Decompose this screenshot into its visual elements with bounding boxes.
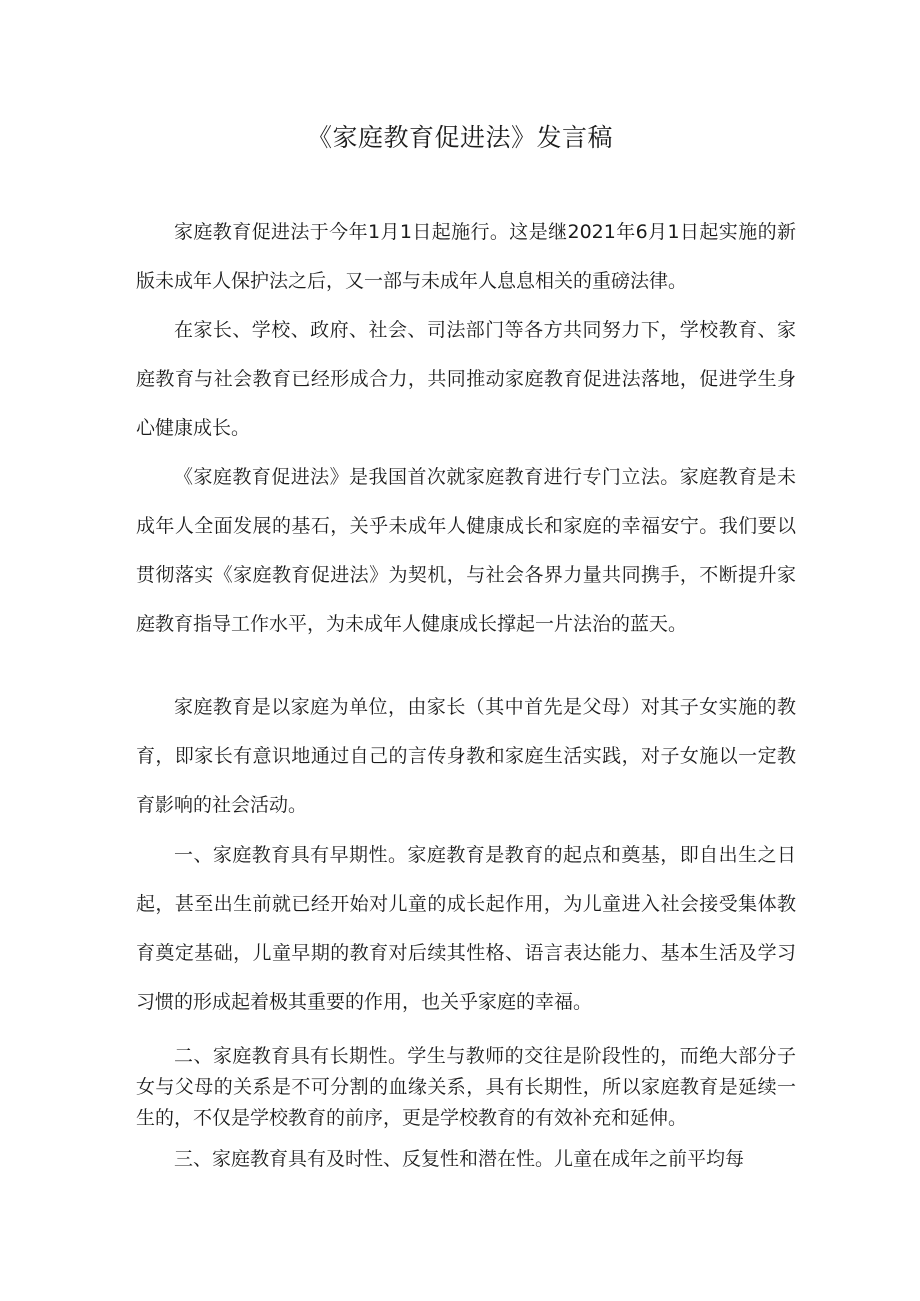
paragraph-definition: 家庭教育是以家庭为单位，由家长（其中首先是父母）对其子女实施的教育，即家长有意识地通过自己的言传身教和家庭生活实践，对子女施以一定教育影响的社会活动。 (136, 696, 796, 816)
paragraph-early-nature: 一、家庭教育具有早期性。家庭教育是教育的起点和奠基，即自出生之日起，甚至出生前就已经开始对儿童的成长起作用，为儿童进入社会接受集体教育奠定基础，儿童早期的教育对后续其性格、语言表达能力、基本生活及学习习惯的形成起着极其重要的作用，也关乎家庭的幸福。 (136, 844, 796, 1013)
paragraph-joint-effort: 在家长、学校、政府、社会、司法部门等各方共同努力下，学校教育、家庭教育与社会教育已经形成合力，共同推动家庭教育促进法落地，促进学生身心健康成长。 (136, 319, 796, 439)
paragraph-timeliness-nature: 三、家庭教育具有及时性、反复性和潜在性。儿童在成年之前平均每 (174, 1148, 745, 1170)
paragraph-first-legislation: 《家庭教育促进法》是我国首次就家庭教育进行专门立法。家庭教育是未成年人全面发展的基石，关乎未成年人健康成长和家庭的幸福安宁。我们要以贯彻落实《家庭教育促进法》为契机，与社会各界力量共同携手，不断提升家庭教育指导工作水平，为未成年人健康成长撑起一片法治的蓝天。 (136, 466, 796, 635)
paragraph-law-effective: 家庭教育促进法于今年1月1日起施行。这是继2021年6月1日起实施的新版未成年人保护法之后，又一部与未成年人息息相关的重磅法律。 (136, 221, 796, 292)
document-title: 《家庭教育促进法》发言稿 (306, 123, 613, 152)
paragraph-long-term-nature: 二、家庭教育具有长期性。学生与教师的交往是阶段性的，而绝大部分子女与父母的关系是不可分割的血缘关系，具有长期性，所以家庭教育是延续一生的，不仅是学校教育的前序，更是学校教育的有效补充和延伸。 (136, 1045, 796, 1129)
